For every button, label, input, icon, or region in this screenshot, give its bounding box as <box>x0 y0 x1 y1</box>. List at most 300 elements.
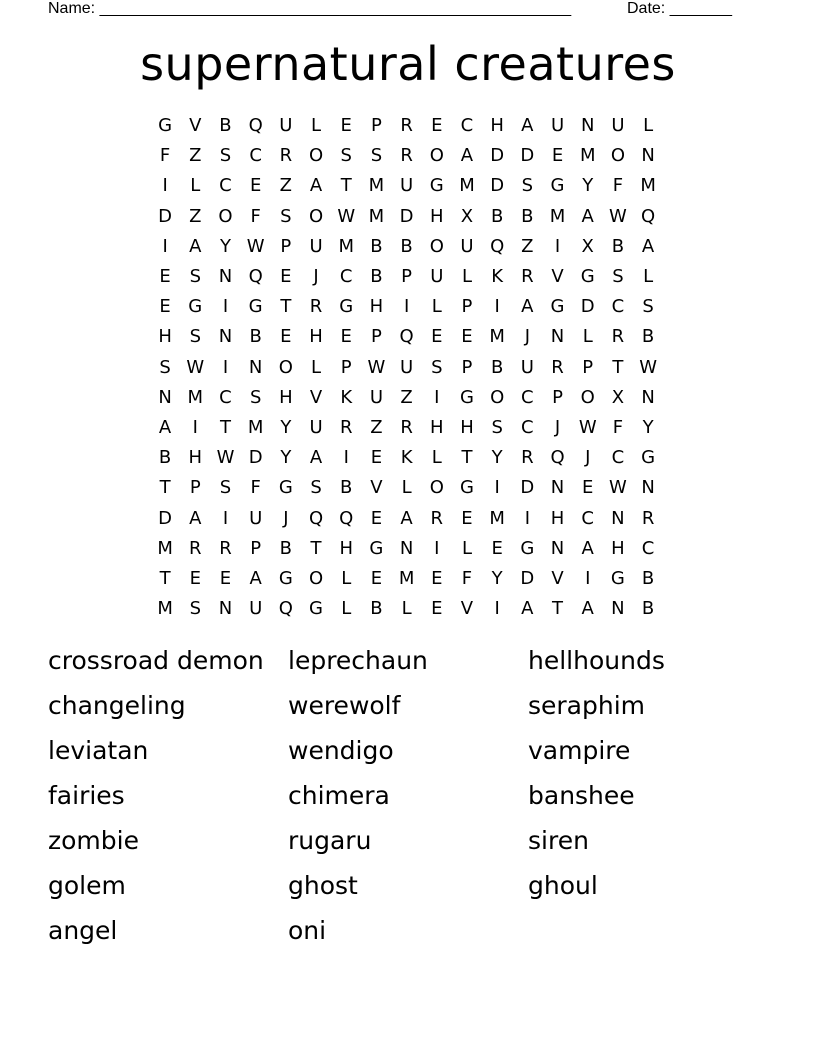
grid-letter: P <box>280 235 292 257</box>
grid-letter: R <box>309 296 323 318</box>
grid-letter: V <box>551 266 564 288</box>
grid-letter: E <box>219 567 232 589</box>
grid-letter: B <box>370 266 383 288</box>
grid-row <box>150 473 664 503</box>
grid-letter: A <box>521 598 534 620</box>
grid-letter: D <box>248 447 263 469</box>
grid-letter: O <box>308 205 324 227</box>
grid-letter: H <box>279 386 293 408</box>
grid-letter: L <box>461 266 472 288</box>
grid-letter: Y <box>491 447 503 469</box>
grid-letter: R <box>400 416 413 438</box>
grid-letter: F <box>612 416 624 438</box>
grid-letter: W <box>337 205 356 227</box>
grid-letter: Y <box>491 567 503 589</box>
grid-letter: J <box>585 447 591 469</box>
grid-letter: C <box>249 145 262 167</box>
header <box>48 0 748 20</box>
grid-letter: I <box>494 477 500 499</box>
word-list-item: rugaru <box>288 826 372 855</box>
grid-letter: D <box>580 296 595 318</box>
grid-row <box>150 503 664 533</box>
grid-row <box>150 594 664 624</box>
grid-letter: B <box>279 537 293 559</box>
grid-letter: I <box>343 447 349 469</box>
grid-letter: S <box>370 145 383 167</box>
grid-letter: E <box>461 326 473 348</box>
grid-letter: L <box>311 115 322 137</box>
grid-letter: Z <box>521 235 534 257</box>
grid-letter: U <box>309 416 323 438</box>
grid-letter: C <box>611 296 625 318</box>
grid-letter: H <box>460 416 474 438</box>
grid-letter: G <box>339 296 354 318</box>
grid-letter: U <box>611 115 625 137</box>
grid-letter: S <box>219 477 232 499</box>
grid-letter: R <box>641 507 655 529</box>
grid-letter: B <box>641 326 655 348</box>
grid-letter: O <box>580 386 595 408</box>
grid-letter: C <box>521 416 534 438</box>
grid-letter: H <box>430 205 444 227</box>
grid-letter: B <box>158 447 172 469</box>
grid-letter: M <box>157 537 173 559</box>
grid-letter: I <box>222 507 229 529</box>
grid-letter: B <box>400 235 413 257</box>
grid-letter: T <box>280 296 292 318</box>
grid-letter: G <box>459 477 474 499</box>
grid-letter: H <box>611 537 625 559</box>
grid-letter: S <box>642 296 654 318</box>
grid-letter: B <box>219 115 232 137</box>
grid-letter: M <box>489 507 505 529</box>
grid-letter: M <box>157 598 173 620</box>
grid-letter: V <box>460 598 474 620</box>
grid-letter: E <box>370 567 383 589</box>
grid-letter: X <box>460 205 474 227</box>
grid-row <box>150 232 664 262</box>
grid-letter: M <box>549 205 566 227</box>
grid-letter: I <box>162 175 168 197</box>
grid-letter: E <box>551 145 564 167</box>
grid-row <box>150 413 664 443</box>
grid-letter: G <box>309 598 323 620</box>
grid-letter: R <box>430 507 444 529</box>
grid-letter: H <box>339 537 353 559</box>
grid-letter: G <box>580 266 595 288</box>
grid-letter: R <box>400 115 413 137</box>
word-list-item: ghost <box>288 871 358 900</box>
grid-letter: P <box>189 477 201 499</box>
grid-letter: E <box>491 537 503 559</box>
word-list-item: leviatan <box>48 736 149 765</box>
grid-letter: T <box>159 567 171 589</box>
grid-letter: N <box>641 477 655 499</box>
grid-letter: D <box>158 507 173 529</box>
grid-letter: Q <box>248 115 263 137</box>
grid-letter: S <box>159 356 171 378</box>
grid-letter: N <box>580 115 595 137</box>
grid-letter: O <box>490 386 505 408</box>
grid-letter: Y <box>280 447 292 469</box>
grid-letter: T <box>159 477 171 499</box>
grid-letter: H <box>158 326 172 348</box>
word-list-item: vampire <box>528 736 631 765</box>
grid-letter: O <box>429 477 444 499</box>
grid-letter: R <box>279 145 293 167</box>
grid-letter: D <box>399 205 414 227</box>
grid-letter: N <box>218 326 233 348</box>
grid-letter: O <box>610 145 625 167</box>
grid-letter: N <box>611 507 625 529</box>
grid-letter: E <box>582 477 594 499</box>
grid-letter: U <box>400 356 414 378</box>
grid-letter: G <box>429 175 444 197</box>
grid-letter: E <box>280 266 292 288</box>
grid-letter: O <box>278 356 293 378</box>
grid-letter: S <box>340 145 352 167</box>
grid-letter: B <box>611 235 625 257</box>
grid-letter: Z <box>189 145 202 167</box>
grid-letter: P <box>582 356 594 378</box>
grid-letter: G <box>248 296 263 318</box>
letter-grid <box>150 111 664 624</box>
grid-row <box>150 202 664 232</box>
grid-letter: F <box>250 477 261 499</box>
grid-letter: G <box>188 296 203 318</box>
grid-letter: I <box>524 507 530 529</box>
grid-letter: R <box>339 416 353 438</box>
grid-letter: B <box>490 205 504 227</box>
grid-letter: I <box>192 416 198 438</box>
grid-letter: I <box>585 567 591 589</box>
grid-letter: C <box>460 115 474 137</box>
grid-letter: U <box>550 115 565 137</box>
grid-letter: Q <box>399 326 414 348</box>
grid-letter: E <box>159 296 171 318</box>
grid-letter: G <box>610 567 625 589</box>
grid-letter: K <box>400 447 413 469</box>
grid-row <box>150 443 664 473</box>
grid-row <box>150 564 664 594</box>
word-column-3 <box>528 640 768 910</box>
grid-letter: C <box>641 537 655 559</box>
grid-letter: W <box>609 477 627 499</box>
grid-letter: J <box>524 326 530 348</box>
grid-letter: B <box>521 205 534 227</box>
grid-letter: U <box>520 356 534 378</box>
grid-letter: M <box>489 326 505 348</box>
grid-letter: D <box>520 145 535 167</box>
grid-letter: Y <box>582 175 594 197</box>
grid-letter: S <box>491 416 503 438</box>
grid-letter: W <box>246 235 265 257</box>
grid-letter: S <box>431 356 443 378</box>
grid-letter: W <box>367 356 386 378</box>
grid-letter: H <box>550 507 565 529</box>
grid-letter: M <box>247 416 264 438</box>
grid-letter: T <box>461 447 473 469</box>
grid-letter: G <box>550 296 565 318</box>
grid-letter: S <box>189 326 201 348</box>
grid-letter: L <box>401 598 412 620</box>
word-list-item: chimera <box>288 781 390 810</box>
grid-letter: M <box>459 175 475 197</box>
grid-letter: A <box>189 507 202 529</box>
grid-letter: W <box>578 416 597 438</box>
grid-letter: I <box>403 296 410 318</box>
word-list-item: leprechaun <box>288 646 428 675</box>
grid-letter: A <box>460 145 474 167</box>
grid-letter: Q <box>339 507 354 529</box>
grid-letter: P <box>461 296 473 318</box>
grid-letter: L <box>643 266 654 288</box>
grid-letter: S <box>521 175 534 197</box>
grid-letter: T <box>219 416 231 438</box>
grid-letter: H <box>369 296 384 318</box>
grid-letter: B <box>370 598 383 620</box>
grid-letter: A <box>400 507 413 529</box>
grid-letter: C <box>219 175 232 197</box>
grid-letter: L <box>341 598 352 620</box>
grid-letter: Q <box>550 447 565 469</box>
grid-letter: U <box>400 175 414 197</box>
grid-letter: L <box>341 567 352 589</box>
grid-letter: R <box>189 537 202 559</box>
word-column-2 <box>288 640 528 955</box>
grid-row <box>150 353 664 383</box>
grid-row <box>150 383 664 413</box>
grid-letter: I <box>222 296 229 318</box>
grid-letter: I <box>494 598 500 620</box>
grid-letter: H <box>188 447 203 469</box>
grid-letter: Q <box>641 205 656 227</box>
grid-letter: O <box>429 235 444 257</box>
grid-letter: Z <box>279 175 293 197</box>
grid-letter: W <box>609 205 627 227</box>
grid-letter: M <box>368 205 385 227</box>
grid-letter: O <box>218 205 233 227</box>
grid-letter: V <box>370 477 383 499</box>
grid-letter: F <box>159 145 171 167</box>
grid-letter: P <box>401 266 413 288</box>
grid-letter: E <box>340 326 352 348</box>
grid-letter: U <box>249 598 263 620</box>
grid-letter: J <box>554 416 561 438</box>
grid-letter: E <box>431 115 443 137</box>
grid-letter: C <box>521 386 534 408</box>
grid-letter: M <box>398 567 415 589</box>
grid-letter: J <box>283 507 289 529</box>
grid-letter: P <box>552 386 563 408</box>
grid-letter: E <box>431 598 443 620</box>
word-list-item: ghoul <box>528 871 598 900</box>
grid-letter: Z <box>400 386 413 408</box>
grid-letter: Q <box>248 266 263 288</box>
grid-letter: T <box>310 537 322 559</box>
grid-letter: C <box>581 507 594 529</box>
grid-letter: A <box>521 115 534 137</box>
grid-row <box>150 262 664 292</box>
grid-letter: D <box>490 145 505 167</box>
grid-letter: L <box>643 115 654 137</box>
grid-row <box>150 171 664 201</box>
grid-letter: N <box>248 356 263 378</box>
grid-letter: W <box>639 356 657 378</box>
grid-letter: S <box>189 266 201 288</box>
grid-letter: P <box>370 115 382 137</box>
grid-letter: O <box>429 145 444 167</box>
grid-letter: L <box>311 356 322 378</box>
grid-letter: Y <box>280 416 292 438</box>
grid-row <box>150 534 664 564</box>
grid-letter: M <box>187 386 204 408</box>
grid-letter: W <box>216 447 235 469</box>
grid-letter: E <box>340 115 352 137</box>
grid-letter: F <box>612 175 624 197</box>
grid-letter: I <box>434 537 440 559</box>
grid-letter: E <box>370 447 383 469</box>
grid-letter: E <box>280 326 292 348</box>
grid-letter: P <box>250 537 262 559</box>
grid-letter: A <box>581 205 594 227</box>
grid-letter: S <box>189 598 201 620</box>
grid-letter: Z <box>189 205 202 227</box>
grid-letter: E <box>431 567 443 589</box>
grid-letter: C <box>339 266 353 288</box>
grid-letter: U <box>279 115 293 137</box>
grid-letter: T <box>340 175 352 197</box>
word-list-item: crossroad demon <box>48 646 264 675</box>
grid-letter: H <box>490 115 504 137</box>
grid-letter: P <box>340 356 352 378</box>
grid-letter: W <box>186 356 205 378</box>
grid-letter: U <box>309 235 323 257</box>
grid-letter: R <box>521 266 534 288</box>
grid-letter: I <box>162 235 168 257</box>
grid-letter: X <box>581 235 594 257</box>
word-list-item: angel <box>48 916 118 945</box>
grid-letter: B <box>641 598 655 620</box>
word-list-item: banshee <box>528 781 635 810</box>
word-list-item: werewolf <box>288 691 401 720</box>
grid-letter: O <box>308 567 324 589</box>
grid-letter: N <box>550 537 565 559</box>
grid-letter: A <box>309 447 323 469</box>
word-list-item: golem <box>48 871 126 900</box>
grid-letter: G <box>459 386 474 408</box>
grid-letter: G <box>158 115 173 137</box>
grid-letter: E <box>370 507 383 529</box>
word-column-1 <box>48 640 288 955</box>
grid-letter: R <box>551 356 564 378</box>
grid-letter: B <box>370 235 383 257</box>
grid-letter: F <box>461 567 473 589</box>
grid-letter: L <box>190 175 201 197</box>
grid-letter: K <box>491 266 504 288</box>
grid-letter: M <box>579 145 596 167</box>
grid-letter: J <box>313 266 319 288</box>
grid-letter: N <box>550 326 565 348</box>
grid-letter: F <box>250 205 261 227</box>
grid-letter: E <box>461 507 473 529</box>
grid-letter: N <box>399 537 414 559</box>
grid-row <box>150 141 664 171</box>
grid-letter: B <box>641 567 655 589</box>
grid-letter: I <box>494 296 500 318</box>
grid-letter: H <box>309 326 323 348</box>
grid-letter: Q <box>308 507 324 529</box>
grid-letter: G <box>520 537 535 559</box>
grid-row <box>150 111 664 141</box>
grid-letter: I <box>554 235 561 257</box>
grid-letter: L <box>431 447 442 469</box>
grid-letter: S <box>612 266 624 288</box>
grid-letter: N <box>158 386 172 408</box>
grid-letter: B <box>249 326 262 348</box>
grid-letter: O <box>308 145 324 167</box>
grid-letter: R <box>400 145 413 167</box>
grid-letter: A <box>521 296 534 318</box>
word-list-item: changeling <box>48 691 186 720</box>
word-list-item: zombie <box>48 826 139 855</box>
grid-letter: L <box>582 326 593 348</box>
word-list-item: seraphim <box>528 691 646 720</box>
grid-letter: K <box>340 386 353 408</box>
grid-letter: S <box>280 205 292 227</box>
grid-letter: T <box>612 356 624 378</box>
grid-letter: X <box>611 386 625 408</box>
grid-letter: M <box>640 175 656 197</box>
name-field-label: Name: _____________________________________________________ <box>48 0 572 17</box>
grid-letter: V <box>189 115 202 137</box>
grid-letter: S <box>249 386 262 408</box>
word-list-item: siren <box>528 826 589 855</box>
grid-letter: E <box>431 326 443 348</box>
grid-letter: L <box>431 296 442 318</box>
grid-letter: C <box>219 386 232 408</box>
grid-letter: T <box>552 598 564 620</box>
grid-letter: D <box>158 205 173 227</box>
grid-letter: V <box>309 386 323 408</box>
grid-letter: Q <box>278 598 293 620</box>
grid-letter: S <box>219 145 232 167</box>
grid-letter: A <box>249 567 262 589</box>
grid-letter: P <box>461 356 473 378</box>
grid-letter: R <box>521 447 534 469</box>
date-field-label: Date: _______ <box>627 0 732 17</box>
grid-letter: B <box>490 356 504 378</box>
grid-row <box>150 322 664 352</box>
grid-letter: Y <box>219 235 231 257</box>
grid-letter: G <box>641 447 656 469</box>
grid-row <box>150 292 664 322</box>
grid-letter: L <box>401 477 412 499</box>
grid-letter: A <box>581 598 594 620</box>
grid-letter: C <box>611 447 625 469</box>
grid-letter: Z <box>370 416 383 438</box>
grid-letter: U <box>430 266 444 288</box>
grid-letter: D <box>490 175 505 197</box>
grid-letter: N <box>218 266 233 288</box>
grid-letter: G <box>278 477 293 499</box>
grid-letter: M <box>338 235 354 257</box>
grid-letter: D <box>520 477 535 499</box>
grid-letter: N <box>641 145 655 167</box>
word-list-item: fairies <box>48 781 125 810</box>
grid-letter: P <box>370 326 382 348</box>
grid-letter: S <box>310 477 322 499</box>
